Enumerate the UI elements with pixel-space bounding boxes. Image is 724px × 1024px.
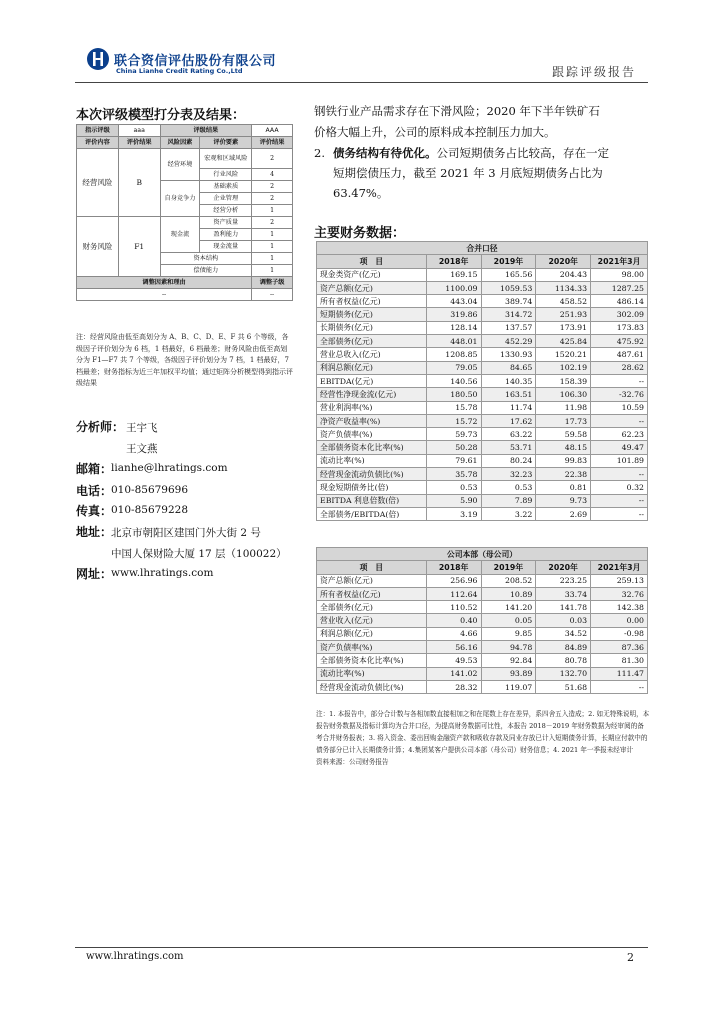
row-label: 全部债务/EBITDA(倍) (317, 507, 427, 520)
cell-value: 443.04 (426, 295, 481, 308)
cell: 评价结果 (118, 137, 160, 149)
note-text: 注：1. 本报告中，部分合计数与各相加数直接相加之和在尾数上存在差异，系四舍五入造成；2. 如无特殊说明，本报告财务数据及指标计算均为合并口径，为提高财务数据可比性，本报告 2018－2019 年财务数据为经审阅的备考合并财务报表；3. 将入资金、委出回购金融资产款和吸收存款及同业存放已计入短期债务计算，长期应付款中的债务部分已计入长期债务计算；4.集团某客户提供公司本部（母公司）财务信息；4. 2021 年一季报未经审计 (316, 710, 650, 754)
row-label: 资产负债率(%) (317, 641, 427, 654)
cell-value: 452.29 (481, 335, 536, 348)
cell-value: 79.05 (426, 361, 481, 374)
cell-value: 458.52 (536, 295, 591, 308)
column-header: 2019年 (481, 561, 536, 574)
row-label: 短期债务(亿元) (317, 308, 427, 321)
parent-company-table (316, 547, 648, 694)
cell-value: 62.23 (591, 428, 648, 441)
cell-value: 142.38 (591, 601, 648, 614)
cell-value: 56.16 (426, 641, 481, 654)
row-label: 所有者权益(亿元) (317, 587, 427, 600)
cell-value: -32.76 (591, 388, 648, 401)
cell: 1 (252, 229, 293, 241)
cell-value: 0.05 (481, 614, 536, 627)
list-item-line: 短期偿债压力，截至 2021 年 3 月底短期债务占比为 (333, 166, 603, 180)
row-label: 全部债务(亿元) (317, 601, 427, 614)
cell-value: 51.68 (536, 680, 591, 693)
cell-value: 251.93 (536, 308, 591, 321)
cell-value: 7.89 (481, 494, 536, 507)
cell-value: 259.13 (591, 574, 648, 587)
cell-value: 17.62 (481, 414, 536, 427)
cell-value: 11.98 (536, 401, 591, 414)
address-label: 地址： (76, 525, 113, 539)
cell-value: 80.24 (481, 454, 536, 467)
cell: 4 (252, 169, 293, 181)
table-row (317, 574, 648, 587)
cell: 风险因素 (160, 137, 200, 149)
cell: 基础素质 (200, 181, 252, 193)
cell-value: 0.00 (591, 614, 648, 627)
cell-value: 389.74 (481, 295, 536, 308)
cell-value: 94.78 (481, 641, 536, 654)
table-row (317, 321, 648, 334)
cell: 2 (252, 193, 293, 205)
cell-value: 319.86 (426, 308, 481, 321)
cell: 财务风险 (77, 217, 119, 277)
table-row (317, 268, 648, 281)
cell-value: 1059.53 (481, 281, 536, 294)
cell-value: 50.28 (426, 441, 481, 454)
column-header: 2021年3月 (591, 561, 648, 574)
cell: AAA (252, 125, 293, 137)
list-item-text: 公司短期债务占比较高，存在一定 (436, 146, 609, 160)
cell-value: 0.32 (591, 481, 648, 494)
row-label: 资产总额(亿元) (317, 281, 427, 294)
cell: 偿债能力 (160, 265, 252, 277)
cell-value: 17.73 (536, 414, 591, 427)
cell-value: 223.25 (536, 574, 591, 587)
table-row (317, 414, 648, 427)
cell-value: 3.19 (426, 507, 481, 520)
column-header: 2019年 (481, 255, 536, 268)
company-name-en: China Lianhe Credit Rating Co.,Ltd (116, 67, 243, 75)
cell: 1 (252, 265, 293, 277)
data-source: 资料来源：公司财务报告 (316, 758, 389, 766)
cell-value: 59.58 (536, 428, 591, 441)
row-label: 全部债务资本化比率(%) (317, 654, 427, 667)
cell-value: 141.02 (426, 667, 481, 680)
row-label: 流动比率(%) (317, 667, 427, 680)
row-label: 长期债务(亿元) (317, 321, 427, 334)
phone-label: 电话： (76, 484, 113, 498)
cell-value: 79.61 (426, 454, 481, 467)
paragraph-line: 价格大幅上升，公司的原料成本控制压力加大。 (314, 125, 556, 139)
table-row (317, 428, 648, 441)
table-row (317, 641, 648, 654)
cell-value: 28.62 (591, 361, 648, 374)
cell-value: 141.78 (536, 601, 591, 614)
cell-value: 22.38 (536, 468, 591, 481)
footer-divider (75, 947, 648, 948)
cell-value: 163.51 (481, 388, 536, 401)
table-row (317, 654, 648, 667)
table-row (317, 627, 648, 640)
row-label: 现金类资产(亿元) (317, 268, 427, 281)
cell-value: 0.40 (426, 614, 481, 627)
cell-value: 256.96 (426, 574, 481, 587)
cell-value: 98.00 (591, 268, 648, 281)
cell-value: 0.03 (536, 614, 591, 627)
row-label: 营业总收入(亿元) (317, 348, 427, 361)
row-label: 现金短期债务比(倍) (317, 481, 427, 494)
row-label: 所有者权益(亿元) (317, 295, 427, 308)
table-group-title: 合并口径 (317, 242, 648, 255)
row-label: EBITDA 利息倍数(倍) (317, 494, 427, 507)
table-row (317, 587, 648, 600)
cell: 经营风险 (77, 149, 119, 217)
cell-value: 173.91 (536, 321, 591, 334)
cell: 经营环境 (160, 149, 200, 181)
cell: -- (252, 289, 293, 301)
row-label: 经营现金流动负债比(%) (317, 468, 427, 481)
cell-value: 425.84 (536, 335, 591, 348)
table-row (317, 454, 648, 467)
cell-value: 93.89 (481, 667, 536, 680)
list-item-line (333, 144, 648, 163)
row-label: 全部债务(亿元) (317, 335, 427, 348)
cell-value: 34.52 (536, 627, 591, 640)
cell-value: 9.85 (481, 627, 536, 640)
table-row (317, 494, 648, 507)
cell: 评价结果 (252, 137, 293, 149)
model-note: 注：经营风险由低至高划分为 A、B、C、D、E、F 共 6 个等级，各级因子评价划分为 6 档，1 档最好，6 档最差；财务风险由低至高划分为 F1—F7 共 7 个等级，各级因子评价划分为 7 档，1 档最好，7 档最差；财务指标为近三年加权平均值；通过矩阵分析模型得到指示评级结果 (76, 333, 293, 387)
table-row (317, 614, 648, 627)
cell-value: 1287.25 (591, 281, 648, 294)
web-link[interactable]: www.lhratings.com (111, 567, 214, 579)
cell-value: 87.36 (591, 641, 648, 654)
cell-value: 487.61 (591, 348, 648, 361)
cell-value: 102.19 (536, 361, 591, 374)
cell-value: 0.53 (481, 481, 536, 494)
cell-value: 11.74 (481, 401, 536, 414)
cell-value: 173.83 (591, 321, 648, 334)
cell-value: 49.47 (591, 441, 648, 454)
cell: 宏观和区域风险 (200, 149, 252, 169)
report-type: 跟踪评级报告 (551, 65, 636, 79)
cell-value: 32.23 (481, 468, 536, 481)
cell-value: 63.22 (481, 428, 536, 441)
row-label: 全部债务资本化比率(%) (317, 441, 427, 454)
financial-data-title: 主要财务数据： (314, 226, 406, 241)
cell-value: 140.35 (481, 374, 536, 387)
footer-url[interactable]: www.lhratings.com (86, 951, 184, 962)
cell: 指示评级 (77, 125, 119, 137)
cell-value: -- (591, 507, 648, 520)
cell-value: 204.43 (536, 268, 591, 281)
column-header: 2020年 (536, 255, 591, 268)
cell-value: -- (591, 414, 648, 427)
cell-value: 165.56 (481, 268, 536, 281)
web-label: 网址： (76, 567, 113, 581)
cell-value: 10.89 (481, 587, 536, 600)
phone-number: 010-85679696 (111, 484, 189, 496)
table-row (317, 601, 648, 614)
table-row (317, 388, 648, 401)
cell-value: 141.20 (481, 601, 536, 614)
cell: F1 (118, 217, 160, 277)
cell-value: 1134.33 (536, 281, 591, 294)
cell-value: 302.09 (591, 308, 648, 321)
cell-value: -- (591, 374, 648, 387)
cell-value: 0.53 (426, 481, 481, 494)
cell: 现金流 (160, 217, 200, 253)
cell-value: 49.53 (426, 654, 481, 667)
cell-value: 80.78 (536, 654, 591, 667)
cell-value: 106.30 (536, 388, 591, 401)
column-header: 2018年 (426, 561, 481, 574)
cell-value: 486.14 (591, 295, 648, 308)
cell-value: 208.52 (481, 574, 536, 587)
company-name-cn: 联合资信评估股份有限公司 (114, 54, 277, 69)
cell-value: 110.52 (426, 601, 481, 614)
cell-value: 59.73 (426, 428, 481, 441)
page-number: 2 (627, 951, 634, 964)
row-label: 利润总额(亿元) (317, 361, 427, 374)
cell-value: 1330.93 (481, 348, 536, 361)
row-label: 经营现金流动负债比(%) (317, 680, 427, 693)
cell-value: 448.01 (426, 335, 481, 348)
cell: 1 (252, 205, 293, 217)
analyst-2: 王文燕 (126, 443, 158, 455)
table-row (317, 281, 648, 294)
table-row (317, 361, 648, 374)
cell-value: 53.71 (481, 441, 536, 454)
cell-value: 1208.85 (426, 348, 481, 361)
cell-value: 84.89 (536, 641, 591, 654)
list-item-heading: 债务结构有待优化。 (333, 146, 437, 160)
cell-value: 2.69 (536, 507, 591, 520)
company-logo-icon (86, 47, 110, 71)
email-link[interactable]: lianhe@lhratings.com (111, 462, 228, 474)
cell: 评价内容 (77, 137, 119, 149)
fax-number: 010-85679228 (111, 504, 189, 516)
row-label: 营业收入(亿元) (317, 614, 427, 627)
cell-value: 92.84 (481, 654, 536, 667)
consolidated-table (316, 241, 648, 521)
cell-value: 132.70 (536, 667, 591, 680)
table-row (317, 335, 648, 348)
address-line-2: 中国人保财险大厦 17 层（100022） (111, 548, 287, 560)
table-row (317, 468, 648, 481)
row-label: 流动比率(%) (317, 454, 427, 467)
column-header: 2021年3月 (591, 255, 648, 268)
cell: -- (77, 289, 252, 301)
table-row (317, 507, 648, 520)
cell-value: 101.89 (591, 454, 648, 467)
cell: 调整子级 (252, 277, 293, 289)
cell-value: 84.65 (481, 361, 536, 374)
rating-model-table (76, 124, 293, 301)
cell-value: 32.76 (591, 587, 648, 600)
cell: 企业管理 (200, 193, 252, 205)
cell-value: 140.56 (426, 374, 481, 387)
cell: 2 (252, 217, 293, 229)
cell-value: 5.90 (426, 494, 481, 507)
row-label: 营业利润率(%) (317, 401, 427, 414)
cell-value: 137.57 (481, 321, 536, 334)
cell-value: 15.78 (426, 401, 481, 414)
column-header: 2020年 (536, 561, 591, 574)
cell-value: 81.30 (591, 654, 648, 667)
table-row (317, 401, 648, 414)
cell-value: 48.15 (536, 441, 591, 454)
table-row (317, 667, 648, 680)
table-row (317, 680, 648, 693)
cell-value: 158.39 (536, 374, 591, 387)
row-label: 经营性净现金流(亿元) (317, 388, 427, 401)
cell: 2 (252, 181, 293, 193)
cell: 评价要素 (200, 137, 252, 149)
table-row (317, 441, 648, 454)
cell-value: 10.59 (591, 401, 648, 414)
column-header: 项 目 (317, 255, 427, 268)
cell: aaa (118, 125, 160, 137)
cell-value: 33.74 (536, 587, 591, 600)
cell-value: 4.66 (426, 627, 481, 640)
row-label: 资产负债率(%) (317, 428, 427, 441)
cell-value: 475.92 (591, 335, 648, 348)
cell: B (118, 149, 160, 217)
cell-value: 3.22 (481, 507, 536, 520)
table-row (317, 348, 648, 361)
cell-value: 28.32 (426, 680, 481, 693)
address-line-1: 北京市朝阳区建国门外大街 2 号 (111, 527, 261, 539)
row-label: 资产总额(亿元) (317, 574, 427, 587)
cell-value: -- (591, 468, 648, 481)
cell-value: -- (591, 494, 648, 507)
fax-label: 传真： (76, 504, 113, 518)
table-row (317, 295, 648, 308)
cell: 自身竞争力 (160, 181, 200, 217)
list-item-number: 2. (314, 146, 325, 160)
cell: 2 (252, 149, 293, 169)
column-header: 项 目 (317, 561, 427, 574)
cell-value: 0.81 (536, 481, 591, 494)
row-label: EBITDA(亿元) (317, 374, 427, 387)
cell-value: 314.72 (481, 308, 536, 321)
list-item-line: 63.47%。 (333, 186, 389, 200)
table-row (317, 374, 648, 387)
cell-value: -0.98 (591, 627, 648, 640)
email-label: 邮箱： (76, 462, 113, 476)
row-label: 利润总额(亿元) (317, 627, 427, 640)
cell: 评级结果 (160, 125, 252, 137)
cell: 经营分析 (200, 205, 252, 217)
cell: 资产质量 (200, 217, 252, 229)
analyst-label: 分析师： (76, 420, 125, 434)
cell-value: 180.50 (426, 388, 481, 401)
cell-value: 119.07 (481, 680, 536, 693)
cell-value: 1520.21 (536, 348, 591, 361)
cell-value: -- (591, 680, 648, 693)
cell-value: 1100.09 (426, 281, 481, 294)
cell: 1 (252, 241, 293, 253)
cell-value: 35.78 (426, 468, 481, 481)
cell: 1 (252, 253, 293, 265)
cell: 调整因素和理由 (77, 277, 252, 289)
cell: 行业风险 (200, 169, 252, 181)
cell: 盈利能力 (200, 229, 252, 241)
cell: 现金流量 (200, 241, 252, 253)
cell: 资本结构 (160, 253, 252, 265)
analyst-1: 王宇飞 (126, 422, 158, 434)
table-row (317, 308, 648, 321)
table-group-title: 公司本部（母公司） (317, 548, 648, 561)
cell-value: 9.73 (536, 494, 591, 507)
cell-value: 112.64 (426, 587, 481, 600)
cell-value: 99.83 (536, 454, 591, 467)
cell-value: 111.47 (591, 667, 648, 680)
financial-note (316, 708, 650, 768)
cell-value: 128.14 (426, 321, 481, 334)
row-label: 净资产收益率(%) (317, 414, 427, 427)
cell-value: 169.15 (426, 268, 481, 281)
table-row (317, 481, 648, 494)
header-divider (75, 82, 648, 83)
column-header: 2018年 (426, 255, 481, 268)
model-table-title: 本次评级模型打分表及结果： (76, 108, 246, 123)
cell-value: 15.72 (426, 414, 481, 427)
paragraph-line: 钢铁行业产品需求存在下滑风险；2020 年下半年铁矿石 (314, 104, 600, 118)
